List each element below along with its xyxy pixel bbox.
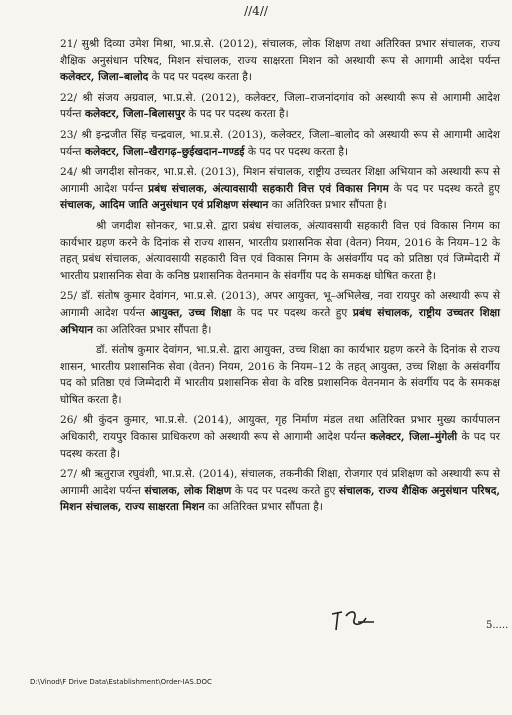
order-text: के पद पर पदस्थ करता है।: [244, 145, 349, 158]
order-item-paragraph: [60, 288, 500, 338]
order-text: डॉ. संतोष कुमार देवांगन, भा.प्र.से. द्वारा आयुक्त, उच्च शिक्षा का कार्यभार ग्रहण करने के दिनांक से राज्य शासन, भारतीय प्रशासनिक सेवा (वेतन) नियम, 2016 के नियम–12 के तहत् आयुक्त, उच्च शिक्षा के असंवर्गीय पद को प्रतिष्ठा एवं जिम्मेदारी में भारतीय प्रशासनिक सेवा के वरिष्ठ प्रशासनिक वेतनमान के संवर्गीय पद के समकक्ष घोषित करता है।: [60, 344, 500, 406]
order-note-paragraph: [60, 218, 500, 284]
page-continue: 5.....: [486, 620, 509, 631]
order-text: 22/ श्री संजय अग्रवाल, भा.प्र.से. (2012), कलेक्टर, जिला–राजनांदगांव को अस्थायी रूप से आगामी आदेश पर्यन्त: [60, 91, 500, 121]
designation-text: कलेक्टर, जिला–खैरागढ़–छुईखदान–गण्डई: [84, 145, 245, 158]
order-item-paragraph: [60, 412, 500, 462]
order-item-paragraph: [60, 164, 500, 214]
designation-text: प्रबंध संचालक, अंत्यावसायी सहकारी वित्त एवं विकास निगम: [148, 182, 389, 195]
order-text: के पद पर पदस्थ करता है।: [60, 431, 500, 460]
designation-text: कलेक्टर, जिला–मुंगेली: [370, 431, 458, 444]
order-text: के पद पर पदस्थ करता है।: [148, 71, 252, 84]
order-text: 25/ डॉ. संतोष कुमार देवांगन, भा.प्र.से. (2013), अपर आयुक्त, भू–अभिलेख, नवा रायपुर को अस्थायी रूप से आगामी आदेश पर्यन्त: [60, 290, 500, 319]
order-text: 24/ श्री जगदीश सोनकर, भा.प्र.से. (2013), मिशन संचालक, राष्ट्रीय उच्चतर शिक्षा अभियान को अस्थायी रूप से आगामी आदेश पर्यन्त: [60, 166, 500, 195]
order-text: के पद पर पदस्थ करते हुए: [231, 484, 339, 497]
order-item-paragraph: [60, 90, 500, 123]
order-body: [60, 36, 500, 520]
order-item-paragraph: [60, 127, 500, 160]
designation-text: आयुक्त, उच्च शिक्षा: [150, 306, 232, 319]
order-text: 27/ श्री ऋतुराज रघुवंशी, भा.प्र.से. (2014), संचालक, तकनीकी शिक्षा, रोजगार एवं प्रशिक्षण को अस्थायी रूप से आगामी आदेश पर्यन्त: [60, 468, 500, 497]
order-text: 23/ श्री इन्द्रजीत सिंह चन्द्रवाल, भा.प्र.से. (2013), कलेक्टर, जिला–बालोद को अस्थायी रूप से आगामी आदेश पर्यन्त: [60, 128, 500, 158]
order-text: के पद पर पदस्थ करते हुए: [388, 182, 500, 195]
order-text: के पद पर पदस्थ करते हुए: [231, 306, 353, 319]
designation-text: संचालक, लोक शिक्षण: [144, 484, 232, 497]
page-number: //4//: [244, 4, 268, 18]
signature-mark: [328, 606, 388, 634]
designation-text: संचालक, आदिम जाति अनुसंधान एवं प्रशिक्षण संस्थान: [60, 199, 269, 212]
order-text: श्री जगदीश सोनकर, भा.प्र.से. द्वारा प्रबंध संचालक, अंत्यावसायी सहकारी वित्त एवं विकास निगम का कार्यभार ग्रहण करने के दिनांक से राज्य शासन, भारतीय प्रशासनिक सेवा (वेतन) नियम, 2016 के नियम–12 के तहत् प्रबंध संचालक, अंत्यावसायी सहकारी वित्त एवं विकास निगम के असंवर्गीय पद को प्रतिष्ठा एवं जिम्मेदारी में भारतीय प्रशासनिक सेवा के कनिष्ठ प्रशासनिक वेतनमान के संवर्गीय पद के समकक्ष घोषित करता है।: [60, 219, 500, 282]
order-text: का अतिरिक्त प्रभार सौंपता है।: [93, 323, 212, 336]
order-text: का अतिरिक्त प्रभार सौंपता है।: [268, 199, 387, 212]
footer-file-path: D:\Vinod\F Drive Data\Establishment\Order-IAS.DOC: [30, 678, 212, 686]
order-text: 21/ सुश्री दिव्या उमेश मिश्रा, भा.प्र.से. (2012), संचालक, लोक शिक्षण तथा अतिरिक्त प्रभार संचालक, राज्य शैक्षिक अनुसंधान परिषद, मिशन संचालक, राज्य साक्षरता मिशन को अस्थायी रूप से आगामी आदेश पर्यन्त: [60, 38, 500, 67]
designation-text: संचालक, राज्य शैक्षिक अनुसंधान परिषद, मिशन संचालक, राज्य साक्षरता मिशन: [60, 484, 501, 514]
designation-text: कलेक्टर, जिला–बिलासपुर: [84, 108, 186, 121]
order-note-paragraph: [60, 342, 500, 408]
order-item-paragraph: [60, 466, 500, 516]
designation-text: कलेक्टर, जिला–बालोद: [60, 71, 149, 84]
order-item-paragraph: [60, 36, 500, 86]
order-text: का अतिरिक्त प्रभार सौंपता है।: [204, 501, 323, 514]
order-text: 26/ श्री कुंदन कुमार, भा.प्र.से. (2014), आयुक्त, गृह निर्माण मंडल तथा अतिरिक्त प्रभार मुख्य कार्यपालन अधिकारी, रायपुर विकास प्राधिकरण को अस्थायी रूप से आगामी आदेश पर्यन्त: [60, 414, 500, 444]
order-text: के पद पर पदस्थ करता है।: [185, 108, 289, 121]
designation-text: प्रबंध संचालक, राष्ट्रीय उच्चतर शिक्षा अभियान: [60, 306, 500, 336]
